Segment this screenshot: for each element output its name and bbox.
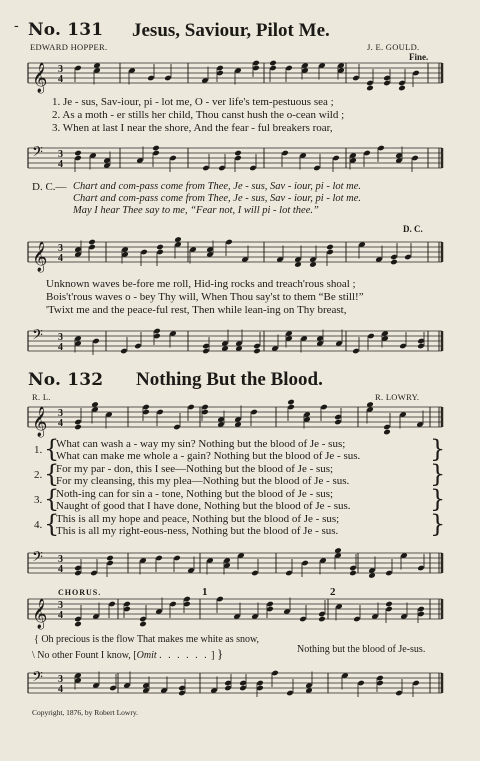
hymn-132-composer: R. LOWRY. — [375, 392, 420, 402]
svg-text:4: 4 — [58, 610, 63, 621]
notehead — [74, 621, 82, 628]
notehead — [88, 239, 96, 246]
treble-clef-icon: 𝄞 — [32, 599, 48, 629]
chorus-line-1: { Oh precious is the flow That makes me white as snow, — [34, 634, 260, 645]
hymn-131-verse-b-2: Bois't'rous waves o - bey Thy will, When Thou say'st to them “Be still!” — [46, 291, 364, 303]
verse-brace: { — [44, 510, 60, 538]
hymn-131-verse-b-3: 'Twixt me and the peace-ful rest, Then while lean-ing on Thy breast, — [46, 304, 347, 316]
verse-1-line-2: What can make me whole a - gain? Nothing but the blood of Je - sus. — [56, 450, 361, 462]
notehead — [398, 85, 406, 92]
verse-number: 1. — [34, 444, 43, 456]
verse-brace-right: } — [430, 485, 446, 513]
notehead — [139, 621, 147, 628]
svg-text:3: 3 — [58, 64, 63, 75]
notehead — [234, 150, 242, 157]
hymn-132-treble-staff-2 — [28, 585, 442, 629]
notehead — [74, 150, 82, 157]
notehead — [318, 616, 326, 623]
hymn-132-bass-staff-2 — [28, 667, 442, 701]
hymn-131-refrain-2: Chart and com-pass come from Thee, Je - sus, Sav - iour, pi - lot me. — [73, 193, 362, 204]
verse-2-line-2: For my cleansing, this my plea—Nothing but the blood of Je - sus. — [56, 475, 350, 487]
hymn-131-refrain-3: May I hear Thee say to me, “Fear not, I will pi - lot thee.” — [73, 205, 319, 216]
notehead — [326, 244, 334, 251]
verse-brace: { — [44, 485, 60, 513]
svg-text:4: 4 — [58, 564, 63, 575]
svg-text:3: 3 — [58, 243, 63, 254]
notehead — [366, 85, 374, 92]
hymn-131-number: No. 131 — [28, 20, 104, 40]
hymn-132-treble-staff-1 — [28, 403, 442, 437]
verse-brace-right: } — [430, 510, 446, 538]
hymn-131-composer: J. E. GOULD. — [367, 42, 420, 52]
verse-brace-right: } — [430, 435, 446, 463]
hymn-131-poet: EDWARD HOPPER. — [30, 42, 108, 52]
hymn-132-title: Nothing But the Blood. — [136, 369, 323, 390]
bass-clef-icon: 𝄢 — [32, 549, 43, 569]
hymn-131-refrain-1: Chart and com-pass come from Thee, Je - sus, Sav - iour, pi - lot me. — [73, 181, 362, 192]
copyright-notice: Copyright, 1876, by Robert Lowry. — [32, 708, 138, 717]
verse-3-line-1: Noth-ing can for sin a - tone, Nothing but the blood of Je - sus; — [56, 488, 334, 500]
hymn-131-bass-staff-1 — [28, 142, 442, 176]
hymn-132-poet: R. L. — [32, 392, 51, 402]
verse-brace-right: } — [430, 460, 446, 488]
svg-text:4: 4 — [58, 74, 63, 85]
verse-brace: { — [44, 435, 60, 463]
chorus-ending-line: Nothing but the blood of Je-sus. — [297, 644, 426, 655]
notehead — [106, 555, 114, 562]
chorus-label: CHORUS. — [58, 588, 102, 597]
svg-text:3: 3 — [58, 149, 63, 160]
omit-instruction: Omit — [136, 650, 157, 661]
notehead — [156, 244, 164, 251]
hymn-131-verse-2-line: 2. As a moth - er stills her child, Thou canst hush the o-cean wild ; — [52, 109, 345, 121]
second-ending-number: 2 — [330, 586, 336, 598]
svg-text:3: 3 — [58, 332, 63, 343]
notehead — [287, 399, 295, 406]
hymn-131-dc-mark: D. C. — [403, 224, 423, 234]
chorus-brace-bottom: \ — [32, 650, 38, 661]
hymn-131-dc-label: D. C.— — [32, 181, 67, 193]
chorus-line-2: \ No other Fount I know, [Omit . . . . . . ] } — [32, 646, 224, 661]
bass-clef-icon: 𝄢 — [32, 327, 43, 347]
svg-text:4: 4 — [58, 253, 63, 264]
svg-text:3: 3 — [58, 600, 63, 611]
hymn-132-number: No. 132 — [28, 370, 104, 390]
treble-clef-icon: 𝄞 — [32, 63, 48, 93]
verse-3-line-2: Naught of good that I have done, Nothing but the blood of Je - sus. — [56, 500, 351, 512]
svg-text:3: 3 — [58, 554, 63, 565]
corner-mark: - — [14, 18, 19, 34]
notehead — [385, 601, 393, 608]
verse-4-line-2: This is all my right-eous-ness, Nothing but the blood of Je - sus. — [56, 525, 339, 537]
svg-text:3: 3 — [58, 674, 63, 685]
hymn-131-fine-mark: Fine. — [409, 52, 429, 62]
hymn-131-verse-3-line: 3. When at last I near the shore, And the fear - ful breakers roar, — [52, 122, 333, 134]
hymn-131-verse-1-line: 1. Je - sus, Sav-iour, pi - lot me, O - ver life's tem-pestuous sea ; — [52, 96, 334, 108]
svg-text:4: 4 — [58, 342, 63, 353]
verse-number: 3. — [34, 494, 43, 506]
svg-text:4: 4 — [58, 418, 63, 429]
svg-text:4: 4 — [58, 684, 63, 695]
notehead — [390, 259, 398, 266]
hymn-131-treble-staff-2 — [28, 236, 442, 270]
notehead — [253, 348, 261, 355]
verse-brace: { — [44, 460, 60, 488]
notehead — [74, 424, 82, 431]
verse-4-line-1: This is all my hope and peace, Nothing but the blood of Je - sus; — [56, 513, 340, 525]
hymn-131-title: Jesus, Saviour, Pilot Me. — [132, 20, 330, 41]
first-ending-number: 1 — [202, 586, 208, 598]
bass-clef-icon: 𝄢 — [32, 669, 43, 689]
treble-clef-icon: 𝄞 — [32, 407, 48, 437]
notehead — [383, 429, 391, 436]
notehead — [269, 60, 277, 67]
notehead — [349, 570, 357, 577]
verse-1-line-1: What can wash a - way my sin? Nothing but the blood of Je - sus; — [56, 438, 346, 450]
hymn-131-bass-staff-2 — [28, 325, 442, 359]
verse-number: 2. — [34, 469, 43, 481]
hymn-131-verse-b-1: Unknown waves be-fore me roll, Hid-ing rocks and treach'rous shoal ; — [46, 278, 356, 290]
notehead — [152, 145, 160, 152]
hymn-131-treble-staff-1 — [28, 57, 442, 91]
bass-clef-icon: 𝄢 — [32, 144, 43, 164]
hymn-132-bass-staff-1 — [28, 547, 442, 581]
svg-text:3: 3 — [58, 408, 63, 419]
verse-number: 4. — [34, 519, 43, 531]
verse-2-line-1: For my par - don, this I see—Nothing but the blood of Je - sus; — [56, 463, 334, 475]
treble-clef-icon: 𝄞 — [32, 242, 48, 272]
svg-text:4: 4 — [58, 159, 63, 170]
